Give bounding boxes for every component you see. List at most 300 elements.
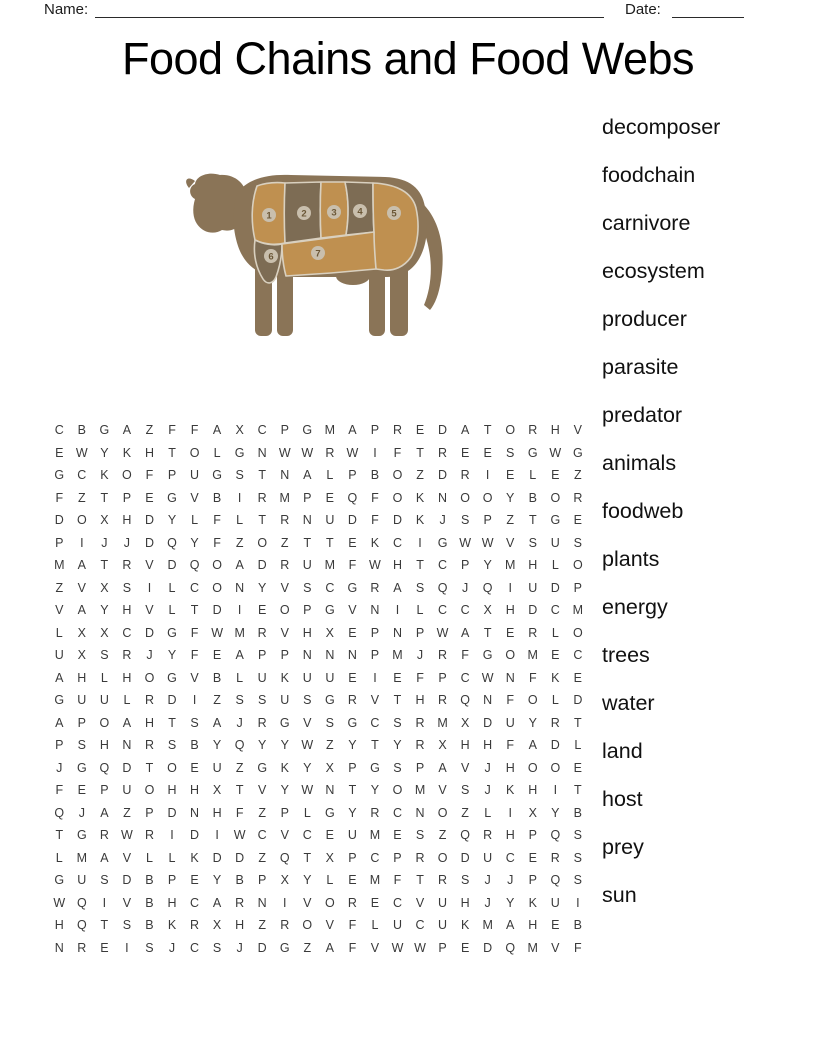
grid-letter: B bbox=[190, 738, 199, 753]
grid-letter: U bbox=[99, 693, 109, 708]
grid-letter: P bbox=[167, 468, 177, 483]
grid-letter: H bbox=[302, 625, 312, 640]
grid-letter: H bbox=[190, 783, 200, 798]
grid-letter: T bbox=[393, 693, 402, 708]
grid-letter: R bbox=[280, 918, 290, 933]
grid-letter: H bbox=[483, 738, 493, 753]
grid-letter: Y bbox=[506, 895, 515, 910]
grid-letter: Z bbox=[438, 828, 447, 843]
grid-letter: H bbox=[212, 805, 222, 820]
word-list-item: land bbox=[602, 738, 643, 763]
grid-letter: P bbox=[528, 828, 537, 843]
grid-letter: Z bbox=[461, 805, 469, 820]
grid-letter: R bbox=[77, 940, 87, 955]
grid-letter: Y bbox=[348, 805, 357, 820]
grid-letter: A bbox=[348, 423, 357, 438]
grid-letter: G bbox=[527, 445, 538, 460]
grid-letter: G bbox=[76, 828, 87, 843]
grid-letter: H bbox=[54, 918, 64, 933]
grid-letter: O bbox=[527, 760, 538, 775]
grid-letter: G bbox=[550, 513, 561, 528]
grid-letter: O bbox=[167, 760, 177, 775]
grid-letter: P bbox=[55, 535, 64, 550]
grid-letter: I bbox=[237, 603, 242, 618]
grid-letter: F bbox=[213, 535, 221, 550]
grid-letter: I bbox=[102, 895, 107, 910]
grid-letter: S bbox=[212, 940, 222, 955]
grid-letter: Y bbox=[280, 783, 289, 798]
grid-letter: R bbox=[190, 918, 200, 933]
grid-letter: G bbox=[437, 535, 448, 550]
grid-letter: T bbox=[416, 558, 424, 573]
grid-letter: V bbox=[551, 940, 560, 955]
grid-letter: A bbox=[55, 715, 64, 730]
grid-letter: D bbox=[550, 580, 560, 595]
grid-letter: J bbox=[507, 873, 514, 888]
grid-letter: H bbox=[392, 558, 402, 573]
word-list-item: producer bbox=[602, 306, 687, 331]
grid-letter: Y bbox=[483, 558, 492, 573]
grid-letter: L bbox=[191, 513, 199, 528]
cow-cuts-illustration bbox=[183, 150, 483, 355]
grid-letter: C bbox=[190, 895, 200, 910]
grid-letter: F bbox=[55, 783, 64, 798]
grid-letter: J bbox=[236, 940, 243, 955]
grid-letter: P bbox=[280, 648, 289, 663]
grid-letter: O bbox=[257, 535, 268, 550]
grid-letter: O bbox=[189, 445, 200, 460]
grid-letter: S bbox=[303, 580, 312, 595]
grid-letter: R bbox=[415, 850, 425, 865]
grid-letter: R bbox=[415, 738, 425, 753]
grid-letter: K bbox=[551, 670, 560, 685]
grid-letter: H bbox=[144, 445, 154, 460]
grid-letter: W bbox=[346, 445, 359, 460]
grid-letter: D bbox=[144, 625, 154, 640]
grid-letter: T bbox=[483, 423, 492, 438]
grid-letter: C bbox=[460, 603, 470, 618]
grid-letter: H bbox=[99, 738, 109, 753]
grid-letter: Z bbox=[258, 805, 267, 820]
page-title: Food Chains and Food Webs bbox=[121, 33, 695, 84]
grid-letter: Z bbox=[258, 850, 267, 865]
grid-letter: R bbox=[257, 715, 267, 730]
grid-letter: U bbox=[302, 558, 312, 573]
grid-letter: A bbox=[506, 918, 515, 933]
grid-letter: X bbox=[100, 580, 109, 595]
grid-letter: O bbox=[392, 490, 403, 505]
grid-letter: M bbox=[392, 648, 403, 663]
grid-letter: T bbox=[145, 760, 154, 775]
grid-letter: Z bbox=[235, 760, 244, 775]
grid-letter: H bbox=[505, 603, 515, 618]
grid-letter: V bbox=[55, 603, 64, 618]
word-list-item: sun bbox=[602, 882, 637, 907]
grid-letter: Q bbox=[550, 828, 561, 843]
grid-letter: P bbox=[145, 805, 154, 820]
grid-letter: G bbox=[257, 760, 268, 775]
grid-letter: E bbox=[145, 490, 154, 505]
grid-letter: X bbox=[325, 850, 334, 865]
grid-letter: S bbox=[415, 828, 425, 843]
grid-letter: R bbox=[144, 738, 154, 753]
grid-letter: X bbox=[77, 648, 86, 663]
grid-letter: T bbox=[258, 468, 267, 483]
grid-letter: Z bbox=[280, 535, 289, 550]
grid-letter: K bbox=[167, 918, 177, 933]
grid-letter: N bbox=[505, 670, 515, 685]
grid-letter: Q bbox=[76, 895, 87, 910]
grid-letter: L bbox=[326, 873, 334, 888]
grid-letter: J bbox=[146, 648, 153, 663]
grid-letter: C bbox=[370, 715, 380, 730]
grid-letter: H bbox=[505, 828, 515, 843]
grid-letter: Z bbox=[145, 423, 154, 438]
grid-letter: U bbox=[505, 715, 515, 730]
grid-letter: E bbox=[348, 625, 357, 640]
grid-letter: E bbox=[551, 648, 560, 663]
grid-letter: Q bbox=[279, 850, 290, 865]
grid-letter: W bbox=[481, 535, 494, 550]
grid-letter: O bbox=[505, 648, 516, 663]
grid-letter: G bbox=[167, 670, 177, 685]
grid-letter: C bbox=[302, 828, 312, 843]
grid-letter: M bbox=[324, 423, 336, 438]
grid-letter: H bbox=[144, 715, 154, 730]
grid-letter: R bbox=[528, 625, 538, 640]
grid-letter: H bbox=[235, 918, 245, 933]
grid-letter: K bbox=[190, 850, 199, 865]
grid-letter: G bbox=[279, 715, 290, 730]
grid-letter: L bbox=[484, 805, 492, 820]
grid-letter: X bbox=[325, 625, 334, 640]
grid-letter: C bbox=[392, 805, 402, 820]
grid-letter: B bbox=[573, 918, 583, 933]
grid-letter: W bbox=[121, 828, 133, 843]
grid-letter: W bbox=[459, 535, 472, 550]
grid-letter: K bbox=[370, 535, 380, 550]
grid-letter: R bbox=[347, 693, 357, 708]
grid-letter: R bbox=[392, 423, 402, 438]
grid-letter: H bbox=[528, 918, 538, 933]
grid-letter: D bbox=[257, 558, 267, 573]
grid-letter: E bbox=[573, 760, 583, 775]
grid-letter: G bbox=[572, 445, 583, 460]
grid-letter: K bbox=[122, 445, 132, 460]
grid-letter: Z bbox=[303, 940, 312, 955]
grid-letter: F bbox=[348, 918, 357, 933]
grid-letter: E bbox=[77, 783, 86, 798]
badge-number: 1 bbox=[266, 210, 272, 222]
grid-letter: X bbox=[325, 760, 334, 775]
grid-letter: Q bbox=[99, 760, 110, 775]
grid-letter: O bbox=[527, 693, 538, 708]
grid-letter: I bbox=[508, 580, 512, 595]
grid-letter: R bbox=[438, 445, 448, 460]
grid-letter: H bbox=[122, 603, 132, 618]
grid-letter: B bbox=[212, 490, 222, 505]
grid-letter: S bbox=[460, 873, 470, 888]
grid-letter: E bbox=[348, 535, 357, 550]
grid-letter: B bbox=[212, 670, 222, 685]
grid-letter: V bbox=[280, 625, 289, 640]
grid-letter: H bbox=[528, 783, 538, 798]
grid-letter: P bbox=[55, 738, 64, 753]
grid-letter: A bbox=[235, 648, 244, 663]
grid-letter: D bbox=[167, 805, 177, 820]
grid-letter: V bbox=[325, 918, 334, 933]
grid-letter: E bbox=[460, 445, 470, 460]
grid-letter: C bbox=[438, 603, 448, 618]
grid-letter: D bbox=[122, 760, 132, 775]
grid-letter: M bbox=[505, 558, 516, 573]
grid-letter: K bbox=[100, 468, 109, 483]
grid-letter: A bbox=[122, 715, 132, 730]
grid-letter: I bbox=[373, 670, 377, 685]
grid-letter: Q bbox=[460, 693, 470, 708]
grid-letter: N bbox=[415, 805, 425, 820]
grid-letter: P bbox=[370, 423, 380, 438]
grid-letter: W bbox=[414, 940, 426, 955]
grid-letter: V bbox=[303, 895, 312, 910]
grid-letter: J bbox=[461, 580, 469, 595]
grid-letter: A bbox=[325, 940, 334, 955]
grid-letter: G bbox=[167, 490, 177, 505]
grid-letter: F bbox=[145, 468, 154, 483]
grid-letter: L bbox=[551, 693, 559, 708]
grid-letter: P bbox=[528, 873, 537, 888]
grid-letter: M bbox=[54, 558, 65, 573]
grid-letter: F bbox=[190, 625, 199, 640]
grid-letter: W bbox=[549, 445, 562, 460]
grid-letter: C bbox=[257, 828, 267, 843]
grid-letter: V bbox=[303, 715, 312, 730]
grid-letter: F bbox=[416, 670, 424, 685]
grid-letter: P bbox=[100, 783, 109, 798]
grid-letter: U bbox=[325, 670, 335, 685]
grid-letter: F bbox=[528, 670, 537, 685]
grid-letter: P bbox=[370, 648, 380, 663]
grid-letter: B bbox=[573, 805, 583, 820]
grid-letter: J bbox=[484, 895, 491, 910]
grid-letter: Q bbox=[167, 535, 177, 550]
grid-letter: Q bbox=[437, 580, 448, 595]
grid-letter: R bbox=[438, 693, 448, 708]
grid-letter: H bbox=[167, 895, 177, 910]
grid-letter: H bbox=[550, 423, 560, 438]
grid-letter: I bbox=[192, 693, 197, 708]
grid-letter: C bbox=[505, 850, 515, 865]
grid-letter: R bbox=[99, 828, 109, 843]
grid-letter: I bbox=[237, 490, 242, 505]
grid-letter: D bbox=[460, 850, 470, 865]
grid-letter: T bbox=[258, 513, 267, 528]
grid-letter: Z bbox=[123, 805, 131, 820]
word-list-item: trees bbox=[602, 642, 650, 667]
grid-letter: E bbox=[55, 445, 64, 460]
grid-letter: F bbox=[55, 490, 64, 505]
grid-letter: R bbox=[370, 580, 380, 595]
grid-letter: R bbox=[460, 468, 470, 483]
grid-letter: S bbox=[393, 715, 402, 730]
grid-letter: P bbox=[438, 670, 447, 685]
grid-letter: R bbox=[257, 625, 267, 640]
grid-letter: F bbox=[348, 558, 357, 573]
grid-letter: U bbox=[212, 760, 222, 775]
grid-letter: U bbox=[347, 828, 357, 843]
grid-letter: P bbox=[258, 648, 267, 663]
grid-letter: A bbox=[528, 738, 537, 753]
grid-letter: T bbox=[168, 715, 176, 730]
grid-letter: N bbox=[54, 940, 64, 955]
grid-letter: R bbox=[550, 850, 560, 865]
grid-letter: M bbox=[369, 873, 381, 888]
grid-letter: X bbox=[438, 738, 447, 753]
grid-letter: M bbox=[234, 625, 245, 640]
grid-letter: I bbox=[553, 783, 558, 798]
grid-letter: W bbox=[369, 558, 381, 573]
grid-letter: U bbox=[550, 895, 560, 910]
grid-letter: A bbox=[212, 423, 222, 438]
grid-letter: O bbox=[76, 513, 87, 528]
grid-letter: E bbox=[325, 490, 334, 505]
grid-letter: F bbox=[348, 940, 357, 955]
grid-letter: L bbox=[168, 850, 176, 865]
grid-letter: K bbox=[528, 895, 537, 910]
grid-letter: J bbox=[101, 535, 108, 550]
cow-cut-sections bbox=[252, 182, 418, 283]
grid-letter: S bbox=[573, 873, 583, 888]
grid-letter: P bbox=[393, 850, 402, 865]
grid-letter: R bbox=[438, 648, 448, 663]
grid-letter: C bbox=[190, 940, 200, 955]
grid-letter: S bbox=[573, 850, 583, 865]
grid-letter: H bbox=[528, 558, 538, 573]
grid-letter: V bbox=[258, 783, 267, 798]
grid-letter: F bbox=[393, 873, 402, 888]
grid-letter: E bbox=[415, 423, 425, 438]
grid-letter: N bbox=[325, 648, 335, 663]
grid-letter: Z bbox=[78, 490, 86, 505]
grid-letter: E bbox=[483, 445, 492, 460]
grid-letter: S bbox=[235, 468, 244, 483]
grid-letter: H bbox=[415, 693, 425, 708]
grid-letter: C bbox=[415, 918, 425, 933]
grid-letter: U bbox=[438, 895, 448, 910]
grid-letter: G bbox=[324, 805, 335, 820]
grid-letter: N bbox=[257, 445, 267, 460]
grid-letter: Y bbox=[370, 783, 380, 798]
grid-letter: C bbox=[392, 535, 402, 550]
grid-letter: D bbox=[483, 715, 493, 730]
grid-letter: E bbox=[348, 670, 357, 685]
grid-letter: J bbox=[56, 760, 63, 775]
grid-letter: T bbox=[303, 535, 312, 550]
grid-letter: V bbox=[460, 760, 470, 775]
grid-letter: B bbox=[145, 918, 154, 933]
grid-letter: P bbox=[303, 490, 312, 505]
word-list-item: plants bbox=[602, 546, 660, 571]
grid-letter: R bbox=[280, 513, 290, 528]
name-label: Name: bbox=[44, 1, 89, 18]
grid-letter: U bbox=[54, 648, 64, 663]
grid-letter: W bbox=[481, 670, 494, 685]
grid-letter: X bbox=[280, 873, 289, 888]
grid-letter: A bbox=[55, 670, 64, 685]
grid-letter: D bbox=[573, 693, 583, 708]
grid-letter: N bbox=[235, 580, 245, 595]
grid-letter: Z bbox=[506, 513, 515, 528]
grid-letter: M bbox=[572, 603, 584, 618]
grid-letter: W bbox=[278, 445, 291, 460]
grid-letter: R bbox=[483, 828, 493, 843]
grid-letter: O bbox=[302, 918, 313, 933]
grid-letter: R bbox=[122, 648, 132, 663]
grid-letter: V bbox=[145, 603, 154, 618]
grid-letter: K bbox=[415, 490, 425, 505]
grid-letter: Y bbox=[212, 873, 222, 888]
grid-letter: E bbox=[370, 895, 380, 910]
grid-letter: A bbox=[77, 603, 86, 618]
grid-letter: S bbox=[145, 940, 154, 955]
grid-letter: O bbox=[279, 603, 290, 618]
grid-letter: M bbox=[527, 648, 538, 663]
grid-letter: N bbox=[370, 603, 380, 618]
grid-letter: F bbox=[190, 423, 199, 438]
grid-letter: X bbox=[100, 625, 109, 640]
grid-letter: I bbox=[283, 895, 287, 910]
grid-letter: N bbox=[347, 648, 357, 663]
date-label: Date: bbox=[625, 1, 661, 18]
grid-letter: L bbox=[236, 513, 244, 528]
grid-letter: S bbox=[325, 715, 334, 730]
grid-letter: Z bbox=[416, 468, 424, 483]
grid-letter: U bbox=[550, 535, 560, 550]
grid-letter: K bbox=[280, 760, 289, 775]
grid-letter: D bbox=[550, 738, 560, 753]
grid-letter: J bbox=[416, 648, 424, 663]
grid-letter: O bbox=[144, 783, 155, 798]
grid-letter: L bbox=[529, 468, 537, 483]
grid-letter: L bbox=[123, 693, 131, 708]
grid-letter: O bbox=[122, 468, 132, 483]
grid-letter: C bbox=[438, 558, 448, 573]
grid-letter: N bbox=[325, 783, 335, 798]
grid-letter: T bbox=[168, 445, 176, 460]
grid-letter: Q bbox=[460, 828, 470, 843]
grid-letter: V bbox=[280, 828, 289, 843]
grid-letter: U bbox=[392, 918, 402, 933]
grid-letter: Q bbox=[54, 805, 65, 820]
grid-letter: Y bbox=[190, 535, 199, 550]
word-list-item: carnivore bbox=[602, 210, 691, 235]
grid-letter: M bbox=[324, 558, 336, 573]
grid-letter: I bbox=[215, 828, 219, 843]
grid-letter: D bbox=[190, 828, 200, 843]
grid-letter: E bbox=[460, 940, 470, 955]
grid-letter: K bbox=[280, 670, 289, 685]
grid-letter: T bbox=[416, 445, 424, 460]
grid-letter: D bbox=[212, 603, 222, 618]
grid-letter: H bbox=[122, 513, 132, 528]
grid-letter: R bbox=[370, 805, 380, 820]
grid-letter: R bbox=[122, 558, 132, 573]
grid-letter: O bbox=[437, 850, 448, 865]
grid-letter: V bbox=[573, 423, 583, 438]
grid-letter: R bbox=[347, 895, 357, 910]
grid-letter: G bbox=[482, 648, 493, 663]
grid-letter: P bbox=[348, 468, 357, 483]
